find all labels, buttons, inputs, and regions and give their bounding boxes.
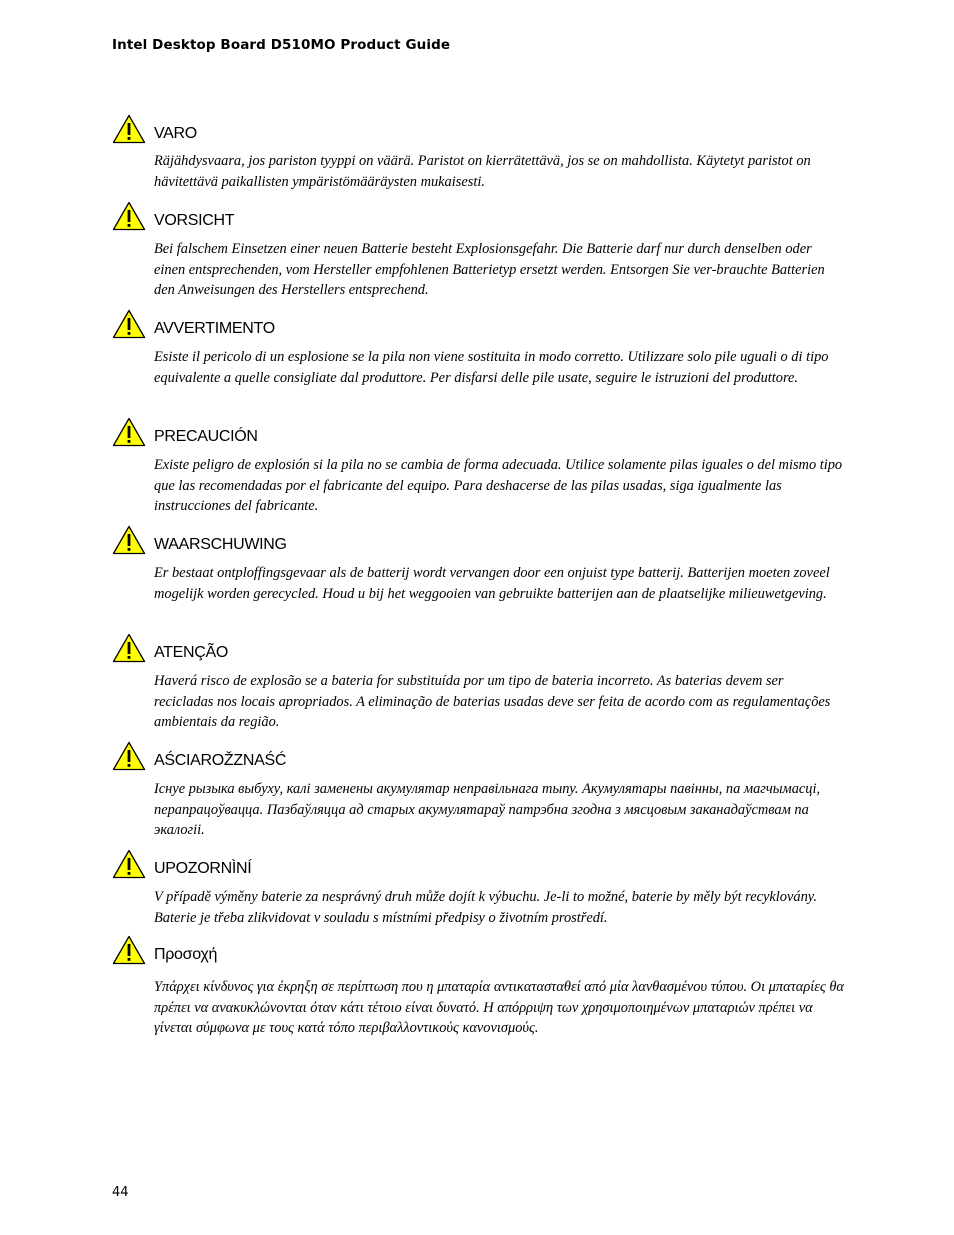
warning-triangle-icon [112,417,146,447]
warning-triangle-icon [112,309,146,339]
warning-triangle-icon [112,201,146,231]
warning-triangle-icon [112,849,146,879]
warning-text: Haverá risco de explosão se a bateria for substituída por um tipo de bateria incorreto. As baterias devem ser recicladas nos locais apropriados. A eliminação de baterias usadas deve ser feita de acordo com as regulamentações ambientais da região. [154,673,831,730]
warning-title: UPOZORNÌNÍ [154,860,252,877]
page-header: Intel Desktop Board D510MO Product Guide [112,37,451,53]
warning-triangle-icon [112,525,146,555]
warning-triangle-icon [112,935,146,965]
warning-triangle-icon [112,741,146,771]
warning-title: WAARSCHUWING [154,536,287,553]
warning-text: Bei falschem Einsetzen einer neuen Batterie besteht Explosionsgefahr. Die Batterie darf nur durch denselben oder einen entsprechenden, vom Hersteller empfohlenen Batterietyp ersetzt werden. Entsorgen Sie ver-brauchte Batterien den Anweisungen des Herstellers entsprechend. [154,241,825,298]
warning-triangle-icon [112,633,146,663]
warning-title: Προσοχή [154,946,218,963]
warning-title: PRECAUCIÓN [154,428,258,445]
warning-text: Υπάρχει κίνδυνος για έκρηξη σε περίπτωση που η μπαταρία αντικατασταθεί από μία λανθασμένου τύπου. Οι μπαταρίες θα πρέπει να ανακυκλώνονται όταν κάτι τέτοιο είναι δυνατό. Η απόρριψη των χρησιμοποιημένων μπαταριών πρέπει να γίνεται σύμφωνα με τους κατά τόπο περιβαλλοντικούς κανονισμούς. [154,979,844,1036]
warning-title: ATENÇÃO [154,644,229,661]
warning-title: VARO [154,125,197,142]
warning-text: Esiste il pericolo di un esplosione se la pila non viene sostituita in modo corretto. Utilizzare solo pile uguali o di tipo equivalente a quelle consigliate dal produttore. Per disfarsi delle pile usate, seguire le istruzioni del produttore. [154,349,829,386]
warning-text: Er bestaat ontploffingsgevaar als de batterij wordt vervangen door een onjuist type batterij. Batterijen moeten zoveel mogelijk worden gerecycled. Houd u bij het weggooien van gebruikte batterijen aan de plaatselijke milieuwetgeving. [154,565,830,602]
warning-title: AŚCIAROŽZNAŚĆ [154,752,287,769]
page-number: 44 [112,1185,129,1200]
warning-text: V případě výměny baterie za nesprávný druh může dojít k výbuchu. Je-li to možné, baterie by měly být recyklovány. Baterie je třeba zlikvidovat v souladu s místními předpisy o životním prostředí. [154,889,817,926]
warning-text: Існуе рызыка выбуху, калі заменены акумулятар неправільнага тыпу. Акумулятары павінны, па магчымасці, перапрацоўвацца. Пазбаўляцца ад старых акумулятараў патрэбна згодна з мясцовым заканадаўствам па экалогіі. [154,781,821,838]
warning-title: VORSICHT [154,212,235,229]
warning-text: Räjähdysvaara, jos pariston tyyppi on väärä. Paristot on kierrätettävä, jos se on mahdollista. Käytetyt paristot on hävitettävä paikallisten ympäristömääräysten mukaisesti. [154,153,811,190]
warning-title: AVVERTIMENTO [154,320,275,337]
warning-text: Existe peligro de explosión si la pila no se cambia de forma adecuada. Utilice solamente pilas iguales o del mismo tipo que las recomendadas por el fabricante del equipo. Para deshacerse de las pilas usadas, siga igualmente las instrucciones del fabricante. [154,457,843,514]
warning-triangle-icon [112,114,146,144]
